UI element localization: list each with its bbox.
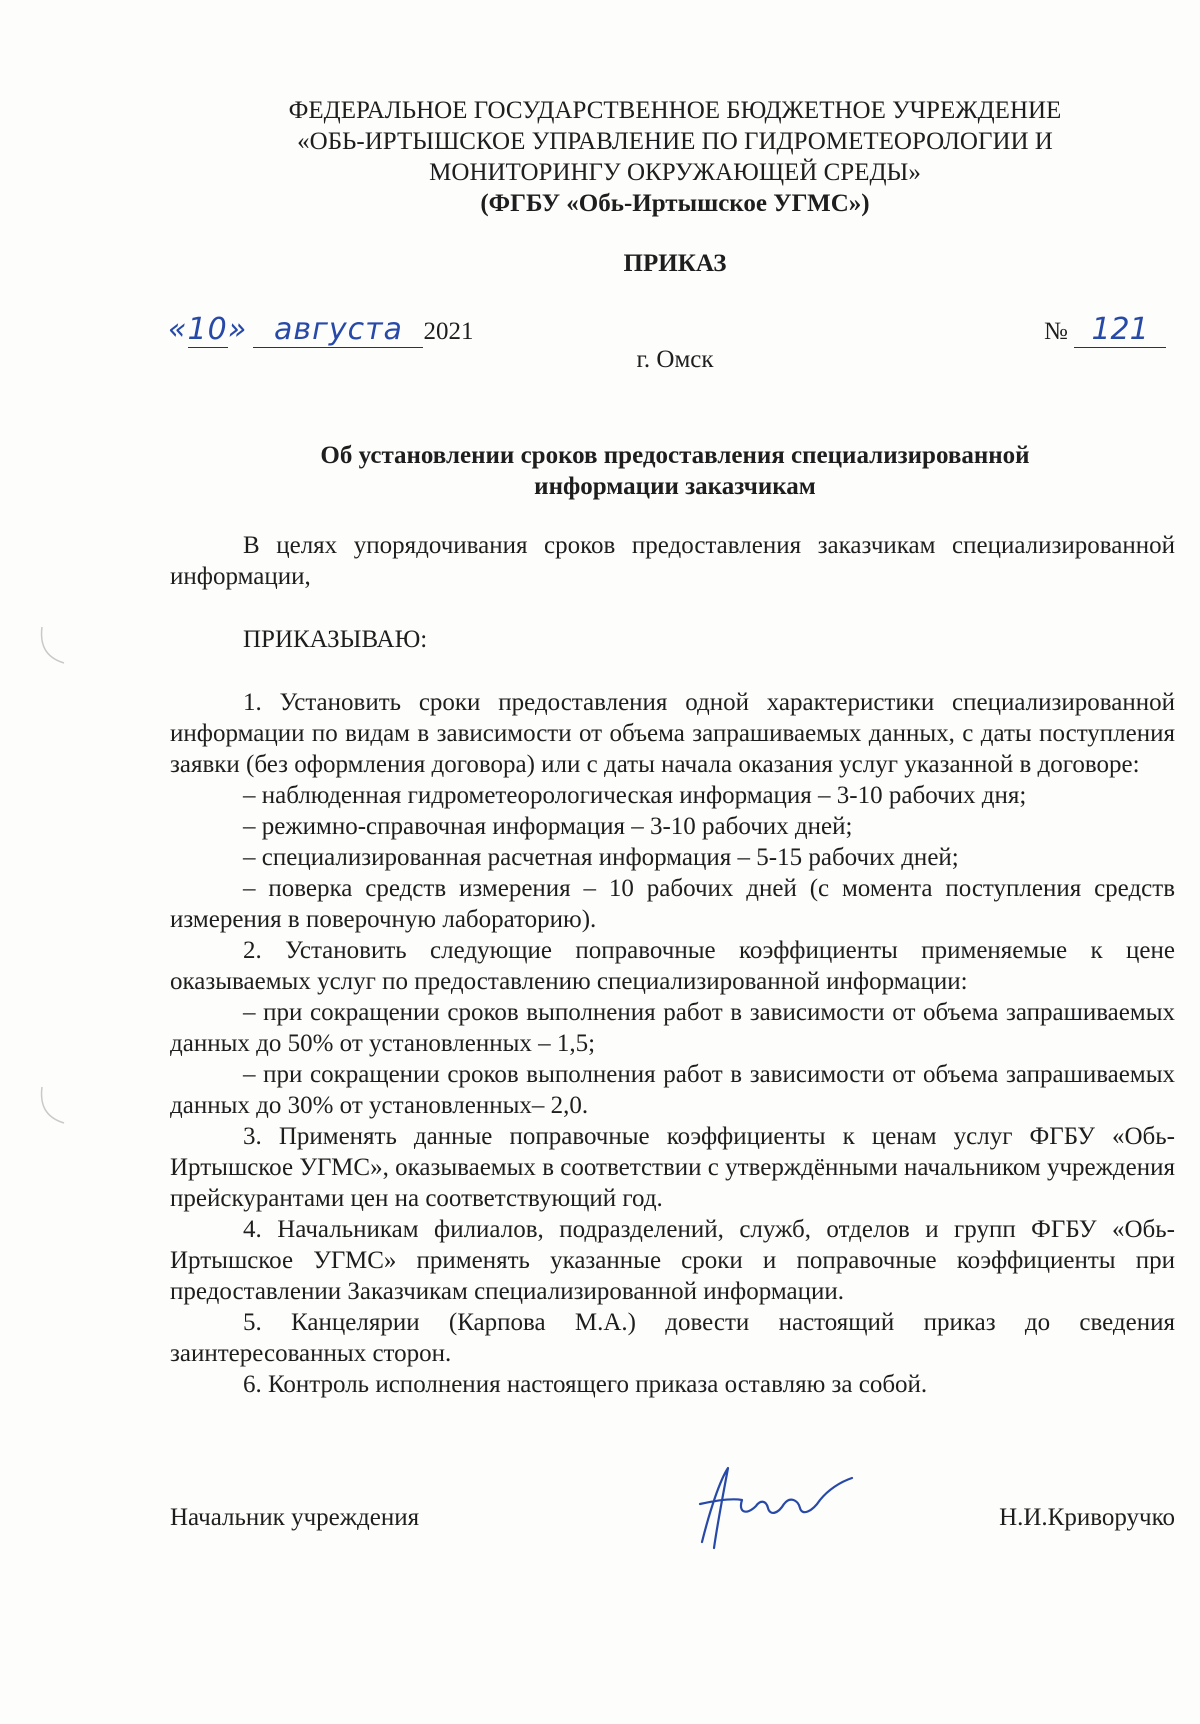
org-name-line-1: ФЕДЕРАЛЬНОЕ ГОСУДАРСТВЕННОЕ БЮДЖЕТНОЕ УЧРЕЖДЕНИЕ bbox=[288, 97, 1062, 124]
number-label: № bbox=[1044, 318, 1068, 345]
date-day-handwritten: 10 bbox=[187, 312, 228, 347]
order-item: 5. Канцелярии (Карпова М.А.) довести настоящий приказ до сведения заинтересованных сторон. bbox=[170, 1309, 1175, 1367]
order-date bbox=[168, 312, 473, 348]
order-body bbox=[170, 530, 1175, 1400]
order-item: – при сокращении сроков выполнения работ в зависимости от объема запрашиваемых данных до 30% от установленных– 2,0. bbox=[170, 1061, 1175, 1119]
order-directive: ПРИКАЗЫВАЮ: bbox=[243, 626, 428, 653]
order-item: – наблюденная гидрометеорологическая информация – 3-10 рабочих дня; bbox=[243, 782, 1027, 809]
document-type-title: ПРИКАЗ bbox=[623, 250, 727, 277]
number-value-handwritten: 121 bbox=[1074, 312, 1166, 348]
org-short-name: (ФГБУ «Обь-Иртышское УГМС») bbox=[480, 190, 870, 217]
order-item: 6. Контроль исполнения настоящего приказа оставляю за собой. bbox=[243, 1371, 928, 1398]
order-item: – поверка средств измерения – 10 рабочих дней (с момента поступления средств измерения в поверочную лабораторию). bbox=[170, 875, 1175, 933]
order-item: 2. Установить следующие поправочные коэффициенты применяемые к цене оказываемых услуг по предоставлению специализированной информации: bbox=[170, 937, 1175, 995]
subject-line-2: информации заказчикам bbox=[534, 473, 816, 500]
order-number bbox=[1044, 312, 1166, 348]
org-name-line-3: МОНИТОРИНГУ ОКРУЖАЮЩЕЙ СРЕДЫ» bbox=[429, 159, 921, 186]
order-item: 1. Установить сроки предоставления одной характеристики специализированной информации по видам в зависимости от объема запрашиваемых данных, с даты поступления заявки (без оформления договора) или с даты начала оказания услуг указанной в договоре: bbox=[170, 689, 1175, 778]
signatory-position: Начальник учреждения bbox=[170, 1504, 420, 1531]
signatory-name: Н.И.Криворучко bbox=[999, 1504, 1175, 1531]
order-item: 3. Применять данные поправочные коэффициенты к ценам услуг ФГБУ «Обь-Иртышское УГМС», оказываемых в соответствии с утверждёнными начальником учреждения прейскурантами цен на соответствующий год. bbox=[170, 1123, 1175, 1212]
org-name-line-2: «ОБЬ-ИРТЫШСКОЕ УПРАВЛЕНИЕ ПО ГИДРОМЕТЕОРОЛОГИИ И bbox=[297, 128, 1053, 155]
organization-header bbox=[150, 95, 1200, 219]
order-subject bbox=[230, 440, 1120, 502]
margin-scan-mark bbox=[38, 625, 68, 665]
date-year: 2021 bbox=[423, 318, 474, 345]
city-of-issue: г. Омск bbox=[636, 346, 714, 373]
date-open-quote: « bbox=[168, 312, 188, 347]
margin-scan-mark bbox=[38, 1085, 68, 1125]
handwritten-signature bbox=[680, 1460, 860, 1560]
signature-block bbox=[170, 1490, 1175, 1550]
order-item: – режимно-справочная информация – 3-10 рабочих дней; bbox=[243, 813, 853, 840]
preamble-paragraph: В целях упорядочивания сроков предоставления заказчикам специализированной информации, bbox=[170, 532, 1175, 590]
date-close-quote: » bbox=[227, 312, 248, 347]
date-month-handwritten: августа bbox=[253, 312, 423, 348]
order-item: – специализированная расчетная информация – 5-15 рабочих дней; bbox=[243, 844, 959, 871]
order-item: – при сокращении сроков выполнения работ в зависимости от объема запрашиваемых данных до 50% от установленных – 1,5; bbox=[170, 999, 1175, 1057]
subject-line-1: Об установлении сроков предоставления специализированной bbox=[320, 442, 1030, 469]
order-item: 4. Начальникам филиалов, подразделений, служб, отделов и групп ФГБУ «Обь-Иртышское УГМС» применять указанные сроки и поправочные коэффициенты при предоставлении Заказчикам специализированной информации. bbox=[170, 1216, 1175, 1305]
